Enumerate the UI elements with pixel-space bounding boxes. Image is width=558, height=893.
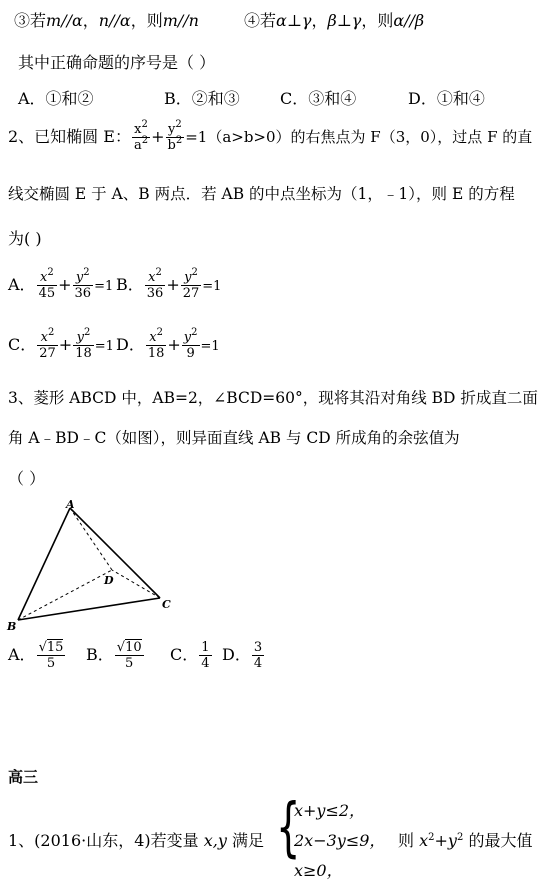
- q1-option-b[interactable]: B．②和③: [164, 89, 240, 108]
- q3-line1: 3、菱形 ABCD 中，AB=2，∠BCD=60°，现将其沿对角线 BD 折成直二面: [8, 389, 538, 407]
- var-beta: β: [414, 11, 425, 30]
- perp-symbol: ⊥: [286, 11, 302, 30]
- var-alpha: α: [276, 11, 287, 30]
- var-x: x: [419, 831, 429, 850]
- q2-line1: [8, 119, 533, 153]
- var-y: y: [183, 330, 192, 345]
- var-n: n: [188, 11, 199, 30]
- fraction: [252, 640, 264, 671]
- q2-prefix: 2、已知椭圆 E：: [8, 127, 131, 146]
- p4-prefix: ④若: [244, 11, 277, 30]
- q4-mid: 满足: [232, 831, 265, 850]
- frac-den: 4: [253, 656, 263, 671]
- exp: 2: [141, 119, 148, 130]
- plus-sign: +: [434, 831, 448, 850]
- frac-den: 4: [201, 656, 210, 671]
- q3-option-c[interactable]: [170, 640, 213, 671]
- sqrt-sign: √: [116, 640, 126, 655]
- frac-den: 36: [146, 286, 164, 301]
- var-alpha: α: [393, 11, 405, 30]
- var-n: n: [98, 11, 110, 30]
- q3-option-a[interactable]: [8, 640, 66, 671]
- parallel-symbol: //: [404, 11, 415, 30]
- exp: 2: [155, 267, 162, 278]
- edge-ad: [70, 508, 112, 570]
- sqrt-sign: √: [38, 640, 47, 655]
- vertex-label-c: C: [162, 598, 171, 611]
- exp: 2: [47, 267, 54, 278]
- fraction: [37, 267, 58, 301]
- frac-num: x: [134, 122, 142, 137]
- var-x: x: [39, 270, 48, 285]
- exp: 2: [83, 267, 90, 278]
- equals-one: =1: [200, 339, 220, 354]
- exp: 2: [83, 327, 91, 338]
- then-word: 则: [398, 831, 415, 850]
- fraction: [115, 640, 144, 671]
- var-x: x: [149, 330, 157, 345]
- plus-sign: +: [58, 335, 73, 354]
- frac-den: 27: [182, 286, 200, 301]
- fraction: [146, 327, 167, 361]
- var-y: y: [76, 330, 84, 345]
- var-gamma: γ: [351, 11, 362, 30]
- q3-option-b[interactable]: [86, 640, 145, 671]
- q2-option-a[interactable]: [8, 267, 114, 301]
- constraint-brace: {: [276, 791, 301, 865]
- vertex-label-b: B: [7, 620, 17, 633]
- equals-one: =1: [94, 339, 114, 354]
- frac-den: 5: [46, 656, 56, 671]
- var-x: x: [40, 330, 48, 345]
- section-title: 高三: [8, 768, 39, 786]
- parallel-symbol: //: [177, 11, 189, 30]
- fraction: [145, 267, 166, 301]
- option-label: C．: [8, 335, 37, 354]
- q4-stem: [8, 828, 264, 851]
- fraction: [181, 267, 202, 301]
- fraction: [73, 327, 94, 361]
- comma: ，: [311, 11, 328, 30]
- q2-option-d[interactable]: [116, 327, 220, 361]
- plus-sign: +: [151, 127, 165, 146]
- parallel-symbol: //: [61, 11, 72, 30]
- option-label: A．: [8, 645, 36, 664]
- vertex-label-a: A: [66, 498, 75, 511]
- fraction: [182, 327, 200, 361]
- fraction: [73, 267, 94, 301]
- frac-den: 5: [125, 656, 134, 671]
- q2-option-c[interactable]: [8, 327, 114, 361]
- q4-prefix: 1、(2016·山东，4)若变量: [8, 831, 199, 850]
- fraction-y2-b2: [166, 119, 185, 153]
- comma: ，: [82, 11, 99, 30]
- plus-sign: +: [167, 335, 181, 354]
- q2-suffix: =1（a>b>0）的右焦点为 F（3，0），过点 F 的直: [185, 128, 533, 146]
- var-y: y: [184, 270, 192, 285]
- frac-den: a: [133, 138, 142, 153]
- vertex-label-d: D: [104, 574, 114, 587]
- constraint-1: x+y≤2，: [294, 801, 366, 820]
- option-label: A．: [8, 275, 36, 294]
- exp: 2: [141, 135, 149, 146]
- radicand: 15: [46, 640, 64, 655]
- exp: 2: [428, 832, 435, 843]
- q3-line3: （ ）: [8, 469, 46, 488]
- frac-num: y: [167, 122, 176, 137]
- plus-sign: +: [166, 275, 180, 294]
- constraint-2: 2x−3y≤9，: [294, 831, 386, 850]
- edge-bc: [18, 598, 160, 620]
- perp-symbol: ⊥: [336, 11, 352, 30]
- then-word: ，则: [361, 11, 394, 30]
- frac-den: 27: [39, 346, 56, 361]
- q1-question: 其中正确命题的序号是（ ）: [18, 53, 216, 72]
- var-gamma: γ: [301, 11, 312, 30]
- option-label: D．: [116, 335, 145, 354]
- q3-line2: 角 A﹣BD﹣C（如图），则异面直线 AB 与 CD 所成角的余弦值为: [8, 429, 460, 447]
- var-alpha: α: [71, 11, 83, 30]
- option-label: D．: [222, 645, 251, 664]
- var-alpha: α: [119, 11, 131, 30]
- var-y: y: [75, 270, 84, 285]
- parallel-symbol: //: [109, 11, 120, 30]
- q4-suffix: 的最大值: [468, 831, 533, 850]
- var-y: y: [447, 831, 457, 850]
- frac-den: 36: [74, 286, 92, 301]
- frac-den: 9: [186, 346, 195, 361]
- q2-line3: 为( ): [8, 229, 42, 248]
- var-beta: β: [327, 11, 337, 30]
- p3-prefix: ③若: [14, 11, 47, 30]
- q1-option-d[interactable]: D．①和④: [408, 89, 485, 108]
- exp: 2: [175, 119, 182, 130]
- option-label: B．: [116, 275, 144, 294]
- frac-num: 1: [201, 640, 210, 655]
- radicand: 10: [125, 640, 142, 655]
- edge-ac: [70, 508, 160, 598]
- q4-vars: x,y: [203, 831, 227, 850]
- frac-num: 3: [253, 640, 263, 655]
- frac-den: b: [167, 138, 176, 153]
- exp: 2: [48, 327, 55, 338]
- q3-option-d[interactable]: [222, 640, 265, 671]
- exp: 2: [175, 135, 183, 146]
- then-word: ，则: [130, 11, 163, 30]
- q1-option-c[interactable]: C．③和④: [280, 89, 357, 108]
- proposition-4: [244, 8, 424, 31]
- exp: 2: [156, 327, 163, 338]
- q4-objective: [398, 828, 532, 851]
- fraction: [37, 640, 66, 671]
- q1-option-a[interactable]: A．①和②: [18, 89, 94, 108]
- exp: 2: [191, 327, 198, 338]
- plus-sign: +: [58, 275, 72, 294]
- q2-option-b[interactable]: [116, 267, 222, 301]
- frac-den: 45: [38, 286, 56, 301]
- q2-line2: 线交椭圆 E 于 A、B 两点．若 AB 的中点坐标为（1，﹣1），则 E 的方程: [8, 185, 515, 203]
- equals-one: =1: [202, 279, 222, 294]
- fraction: [199, 640, 211, 671]
- frac-den: 18: [75, 346, 92, 361]
- var-m: m: [162, 11, 178, 30]
- var-x: x: [148, 270, 156, 285]
- frac-den: 18: [147, 346, 165, 361]
- equals-one: =1: [94, 279, 114, 294]
- option-label: B．: [86, 645, 114, 664]
- fraction: [37, 327, 58, 361]
- option-label: C．: [170, 645, 199, 664]
- exp: 2: [191, 267, 198, 278]
- exp: 2: [456, 832, 464, 843]
- edge-ab: [18, 508, 70, 620]
- tetrahedron-figure: [4, 496, 194, 636]
- var-m: m: [46, 11, 62, 30]
- proposition-3: [14, 8, 199, 31]
- fraction-x2-a2: [132, 119, 150, 153]
- constraint-3: x≥0，: [294, 861, 343, 880]
